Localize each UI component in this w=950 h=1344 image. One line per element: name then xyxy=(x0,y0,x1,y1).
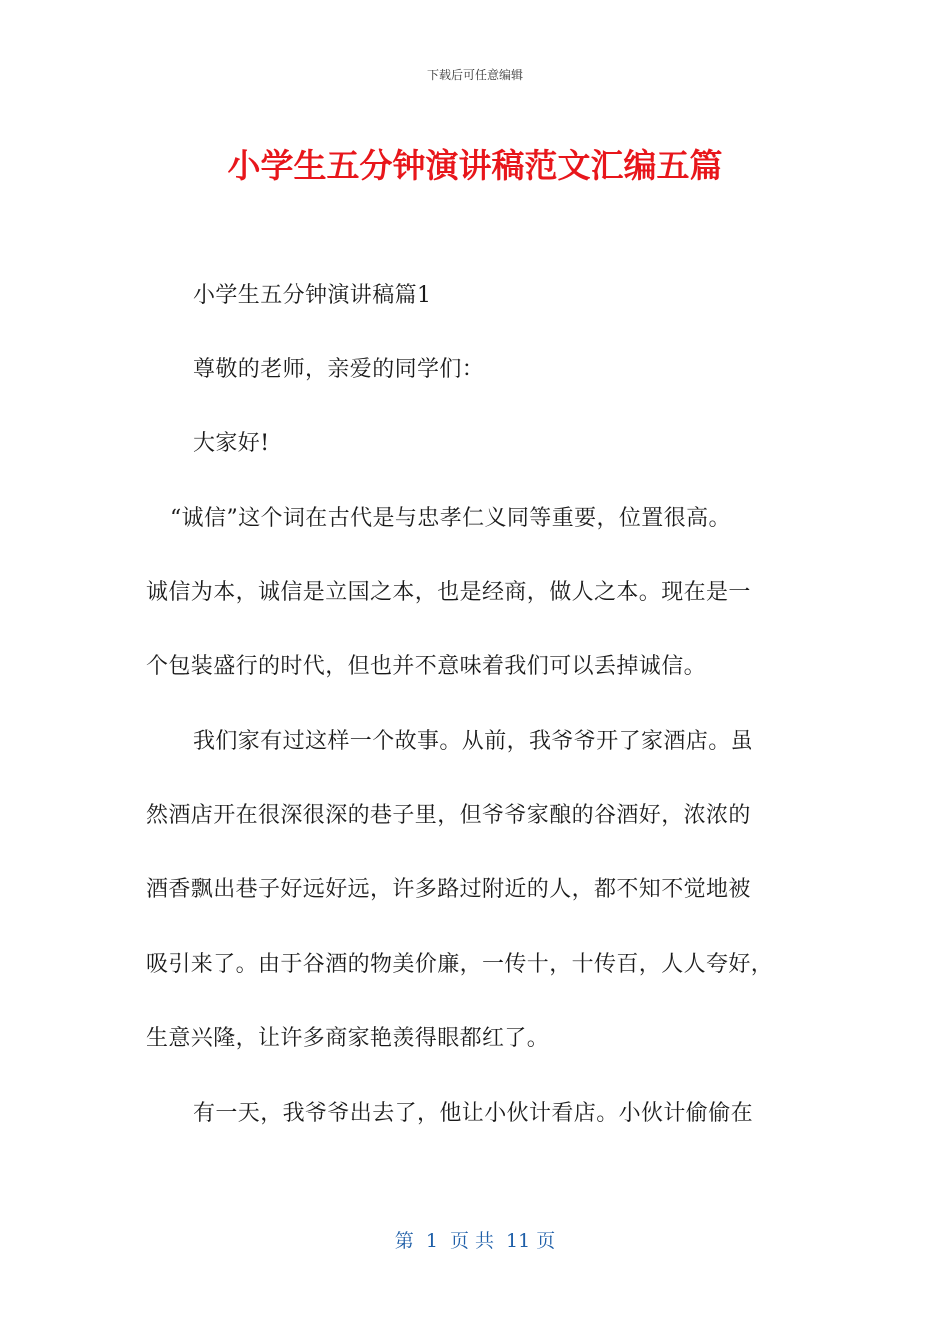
paragraph-line: 有一天，我爷爷出去了，他让小伙计看店。小伙计偷偷在 xyxy=(193,1101,754,1126)
paragraph-line: 生意兴隆，让许多商家艳羡得眼都红了。 xyxy=(146,1026,550,1051)
footer-middle: 页 共 xyxy=(449,1230,494,1252)
paragraph-line: “诚信”这个词在古代是与忠孝仁义同等重要，位置很高。 xyxy=(170,506,731,531)
footer-suffix: 页 xyxy=(536,1230,556,1252)
section-heading: 小学生五分钟演讲稿篇1 xyxy=(193,283,432,308)
page-footer xyxy=(0,1226,950,1253)
footer-total-pages: 11 xyxy=(506,1230,531,1252)
paragraph-line: 酒香飘出巷子好远好远，许多路过附近的人，都不知不觉地被 xyxy=(146,877,751,902)
paragraph-line: 然酒店开在很深很深的巷子里，但爷爷家酿的谷酒好，浓浓的 xyxy=(146,803,751,828)
footer-prefix: 第 xyxy=(394,1230,414,1252)
paragraph-line: 吸引来了。由于谷酒的物美价廉，一传十，十传百，人人夸好， xyxy=(146,952,774,977)
paragraph-line: 诚信为本，诚信是立国之本，也是经商，做人之本。现在是一 xyxy=(146,580,751,605)
salutation-line: 尊敬的老师，亲爱的同学们： xyxy=(193,357,485,382)
header-note: 下载后可任意编辑 xyxy=(426,68,523,82)
paragraph-line: 我们家有过这样一个故事。从前，我爷爷开了家酒店。虽 xyxy=(193,729,754,754)
greeting-line: 大家好! xyxy=(193,431,270,456)
paragraph-line: 个包装盛行的时代，但也并不意味着我们可以丢掉诚信。 xyxy=(146,654,707,679)
document-title: 小学生五分钟演讲稿范文汇编五篇 xyxy=(227,146,723,185)
footer-current-page: 1 xyxy=(425,1230,438,1252)
